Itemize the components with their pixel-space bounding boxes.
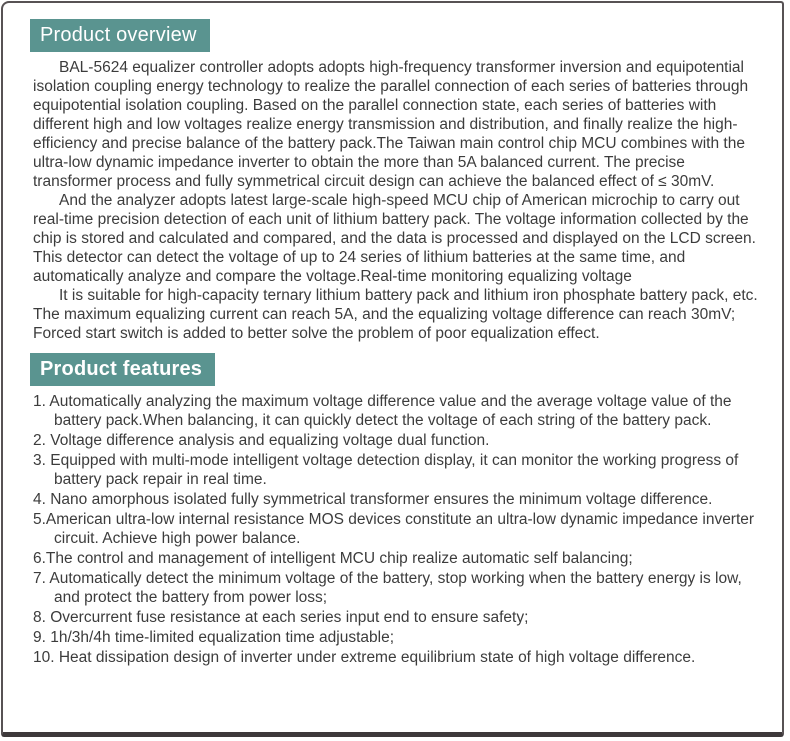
feature-item: 1. Automatically analyzing the maximum voltage difference value and the average voltage value of the battery pack.When balancing, it can quickly detect the voltage of each string of the battery pack. [33,393,732,429]
features-section-badge: Product features [30,353,215,386]
overview-section-badge: Product overview [30,19,210,52]
feature-item: 10. Heat dissipation design of inverter under extreme equilibrium state of high voltage difference. [33,649,696,666]
feature-item: 3. Equipped with multi-mode intelligent voltage detection display, it can monitor the working progress of battery pack repair in real time. [33,452,739,488]
features-badge-row [33,353,768,392]
feature-list [33,392,768,667]
feature-item: 5.American ultra-low internal resistance MOS devices constitute an ultra-low dynamic impedance inverter circuit. Achieve high power balance. [33,511,755,547]
overview-paragraph-3: It is suitable for high-capacity ternary lithium battery pack and lithium iron phosphate battery pack, etc. The maximum equalizing current can reach 5A, and the equalizing voltage difference can reach 30mV; Forced start switch is added to better solve the problem of poor equalization effect. [33,287,758,342]
feature-item: 2. Voltage difference analysis and equalizing voltage dual function. [33,432,490,449]
overview-paragraph-2: And the analyzer adopts latest large-scale high-speed MCU chip of American microchip to carry out real-time precision detection of each unit of lithium battery pack. The voltage information collected by the chip is stored and calculated and compared, and the data is processed and displayed on the LCD screen. This detector can detect the voltage of up to 24 series of lithium batteries at the same time, and automatically analyze and compare the voltage.Real-time monitoring equalizing voltage [33,192,756,285]
feature-item: 6.The control and management of intelligent MCU chip realize automatic self balancing; [33,550,633,567]
overview-section [33,19,768,343]
overview-paragraph-1: BAL-5624 equalizer controller adopts adopts high-frequency transformer inversion and equipotential isolation coupling energy technology to realize the parallel connection of each series of batteries through equipotential isolation coupling. Based on the parallel connection state, each series of batteries with different high and low voltages realize energy transmission and distribution, and finally realize the high-efficiency and precise balance of the battery pack.The Taiwan main control chip MCU combines with the ultra-low dynamic impedance inverter to obtain the more than 5A balanced current. The precise transformer process and fully symmetrical circuit design can achieve the balanced effect of ≤ 30mV. [33,59,749,190]
feature-item: 8. Overcurrent fuse resistance at each series input end to ensure safety; [33,609,529,626]
feature-item: 4. Nano amorphous isolated fully symmetrical transformer ensures the minimum voltage difference. [33,491,713,508]
feature-item: 9. 1h/3h/4h time-limited equalization time adjustable; [33,629,395,646]
features-section [33,353,768,667]
feature-item: 7. Automatically detect the minimum voltage of the battery, stop working when the battery energy is low, and protect the battery from power loss; [33,570,742,606]
document-card [1,1,784,737]
